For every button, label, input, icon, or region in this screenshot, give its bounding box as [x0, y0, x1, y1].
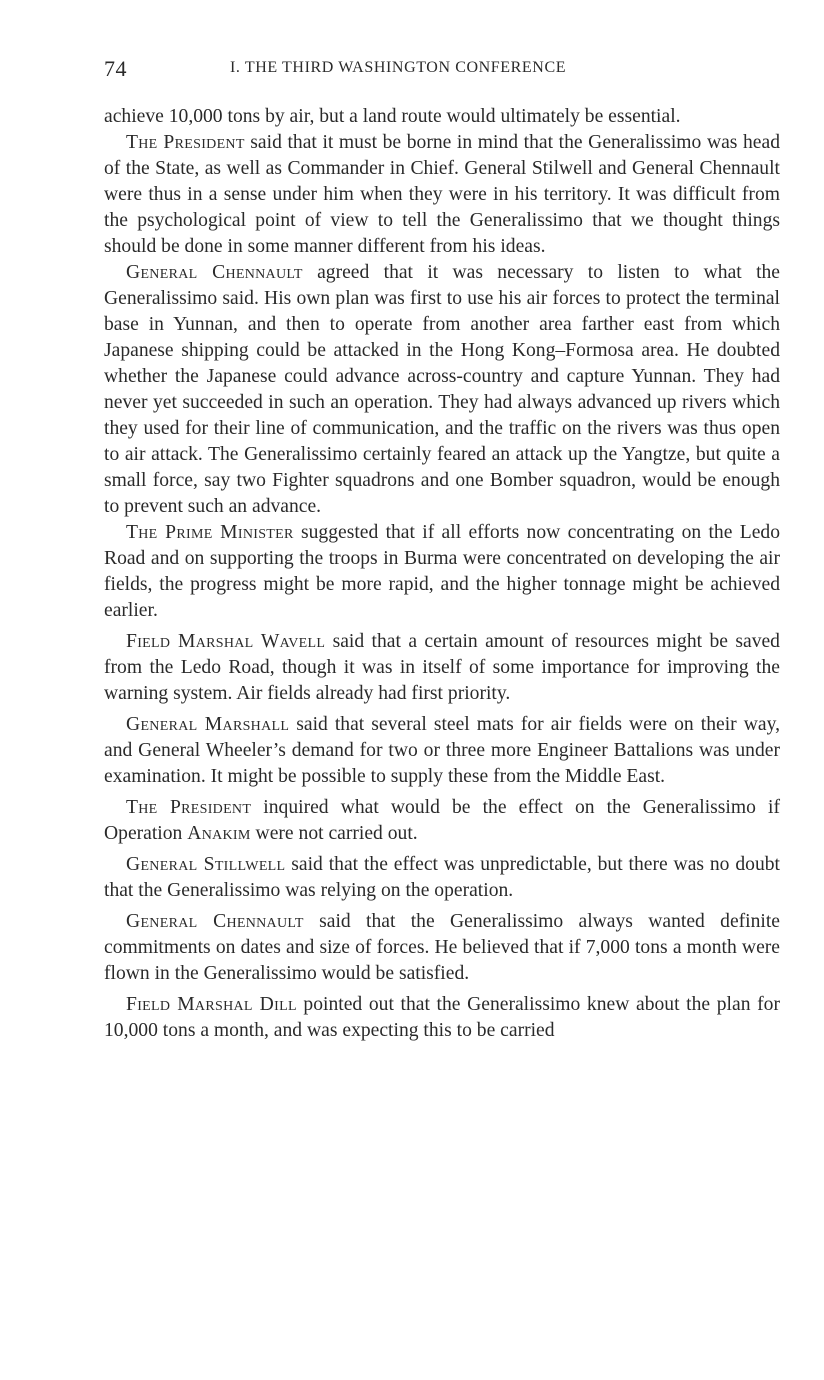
paragraph-prime-minister [104, 520, 780, 624]
speaker-name: The President [126, 132, 245, 153]
paragraph-text: achieve 10,000 tons by air, but a land route would ultimately be essential. [104, 106, 681, 127]
speaker-name: Field Marshal Dill [126, 994, 297, 1015]
paragraph-president-1 [104, 130, 780, 260]
paragraph-chennault-2 [104, 909, 780, 987]
speaker-name: General Stillwell [126, 854, 286, 875]
paragraph-text: said that it must be borne in mind that the Generalissimo was head of the State, as well as Commander in Chief. General Stilwell and General Chennault were thus in a sense under him when they were in his territory. It was difficult from the psychological point of view to tell the Generalissimo that we thought things should be done in some manner different from his ideas. [104, 132, 780, 257]
paragraph-text: inquired what would be the effect on the Generalissimo if Operation [104, 797, 780, 844]
paragraph-continuation [104, 104, 780, 130]
speaker-name: General Marshall [126, 714, 290, 735]
paragraph-chennault-1 [104, 260, 780, 520]
paragraph-wavell [104, 629, 780, 707]
paragraph-text: said that the Generalissimo always wanted definite commitments on dates and size of forces. He believed that if 7,000 tons a month were flown in the Generalissimo would be satisfied. [104, 911, 781, 984]
paragraph-text: said that the effect was unpredictable, but there was no doubt that the Generalissimo was relying on the operation. [104, 854, 780, 901]
paragraph-text: were not carried out. [250, 823, 418, 844]
paragraph-text: pointed out that the Generalissimo knew about the plan for 10,000 tons a month, and was expecting this to be carried [104, 994, 780, 1041]
paragraph-president-2 [104, 795, 780, 847]
speaker-name: The President [126, 797, 252, 818]
paragraph-text: said that several steel mats for air fields were on their way, and General Wheeler’s demand for two or three more Engineer Battalions was under examination. It might be possible to supply these from the Middle East. [104, 714, 781, 787]
body-text [104, 104, 780, 1044]
speaker-name: Field Marshal Wavell [126, 631, 326, 652]
speaker-name: General Chennault [126, 911, 304, 932]
paragraph-dill [104, 992, 780, 1044]
paragraph-text: suggested that if all efforts now concentrating on the Ledo Road and on supporting the troops in Burma were concentrated on developing the air fields, the progress might be more rapid, and the higher tonnage might be achieved earlier. [104, 522, 780, 621]
paragraph-text: said that a certain amount of resources might be saved from the Ledo Road, though it was in itself of some importance for improving the warning system. Air fields already had first priority. [104, 631, 780, 704]
operation-name: Anakim [187, 823, 251, 844]
running-head-title: I. THE THIRD WASHINGTON CONFERENCE [230, 59, 567, 76]
running-head [104, 56, 780, 86]
paragraph-stilwell [104, 852, 780, 904]
paragraph-marshall [104, 712, 780, 790]
paragraph-text: agreed that it was necessary to listen to what the Generalissimo said. His own plan was first to use his air forces to protect the terminal base in Yunnan, and then to operate from another area farther east from which Japanese shipping could be attacked in the Hong Kong–Formosa area. He doubted whether the Japanese could advance across-country and capture Yunnan. They had never yet succeeded in such an operation. They had always advanced up rivers which they used for their line of communication, and the traffic on the rivers was thus open to air attack. The Generalissimo certainly feared an attack up the Yangtze, but quite a small force, say two Fighter squadrons and one Bomber squadron, would be enough to prevent such an advance. [104, 262, 781, 517]
speaker-name: The Prime Minister [126, 522, 294, 543]
page-number: 74 [104, 56, 127, 81]
speaker-name: General Chennault [126, 262, 303, 283]
